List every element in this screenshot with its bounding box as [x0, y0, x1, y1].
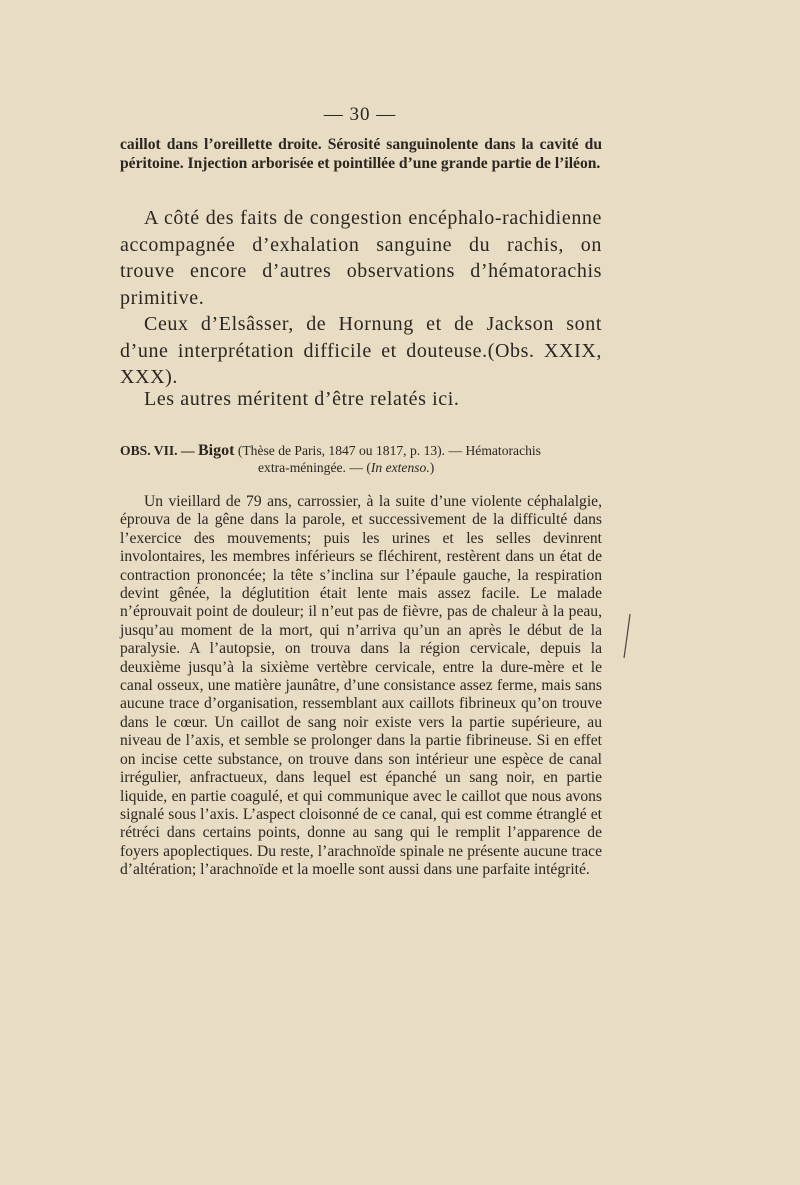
- obs-extenso: In extenso.: [370, 460, 430, 475]
- margin-pencil-mark: [616, 612, 634, 660]
- paragraph-elsasser: Ceux d’Elsâsser, de Hornung et de Jackson sont d’une interprétation difficile et douteuse.(Obs. XXIX, XXX).: [120, 313, 602, 388]
- observation-body: Un vieillard de 79 ans, carrossier, à la suite d’une violente céphalalgie, éprouva de la gêne dans la parole, et successivement de la difficulté dans l’exercice des mouvements; puis les urines et les selles devinrent involontaires, les membres inférieurs se fléchirent, restèrent dans un état de contraction prononcée; la tête s’inclina sur l’épaule gauche, la respiration devint gênée, la déglutition était lente mais assez facile. Le malade n’éprouvait point de douleur; il n’eut pas de fièvre, pas de chaleur à la peau, jusqu’au moment de la mort, qui n’arriva qu’un an après le début de la paralysie. A l’autopsie, on trouva dans la région cervicale, depuis la deuxième jusqu’à la sixième vertèbre cervicale, entre la dure-mère et le canal osseux, une matière jaunâtre, d’une consistance assez ferme, mais sans aucune trace d’organisation, ressemblant aux caillots fibrineux qu’on trouve dans le cœur. Un caillot de sang noir existe vers la partie supérieure, au niveau de l’axis, et semble se prolonger dans la partie fibrineuse. Si en effet on incise cette substance, on trouve dans son intérieur une espèce de canal irrégulier, anfractueux, dans lequel est épanché un sang noir, en partie liquide, en partie coagulé, et qui communique avec le caillot que nous avons signalé sous l’axis. L’aspect cloisonné de ce canal, qui est comme étranglé et rétréci dans certains points, donne au sang qui le remplit l’apparence de foyers apoplectiques. Du reste, l’arachnoïde spinale ne présente aucune trace d’altération; l’arachnoïde et la moelle sont aussi dans une parfaite intégrité.: [120, 493, 602, 879]
- page-number: — 30 —: [323, 104, 397, 125]
- observation-heading: [120, 442, 610, 476]
- obs-author: Bigot: [197, 442, 235, 459]
- paragraph-others: Les autres méritent d’être relatés ici.: [144, 388, 460, 410]
- continuation-paragraph: caillot dans l’oreillette droite. Sérosité sanguinolente dans la cavité du péritoine. Injection arborisée et pointillée d’une grande partie de l’iléon.: [120, 136, 602, 172]
- obs-subtitle: extra-méningée. — (In extenso.): [258, 460, 435, 475]
- obs-label: OBS. VII. —: [120, 443, 195, 458]
- paragraph-congestion: A côté des faits de congestion encéphalo-rachidienne accompagnée d’exhalation sanguine du rachis, on trouve encore d’autres observations d’hématorachis primitive.: [120, 207, 602, 309]
- obs-source: (Thèse de Paris, 1847 ou 1817, p. 13). — Hématorachis: [237, 443, 541, 458]
